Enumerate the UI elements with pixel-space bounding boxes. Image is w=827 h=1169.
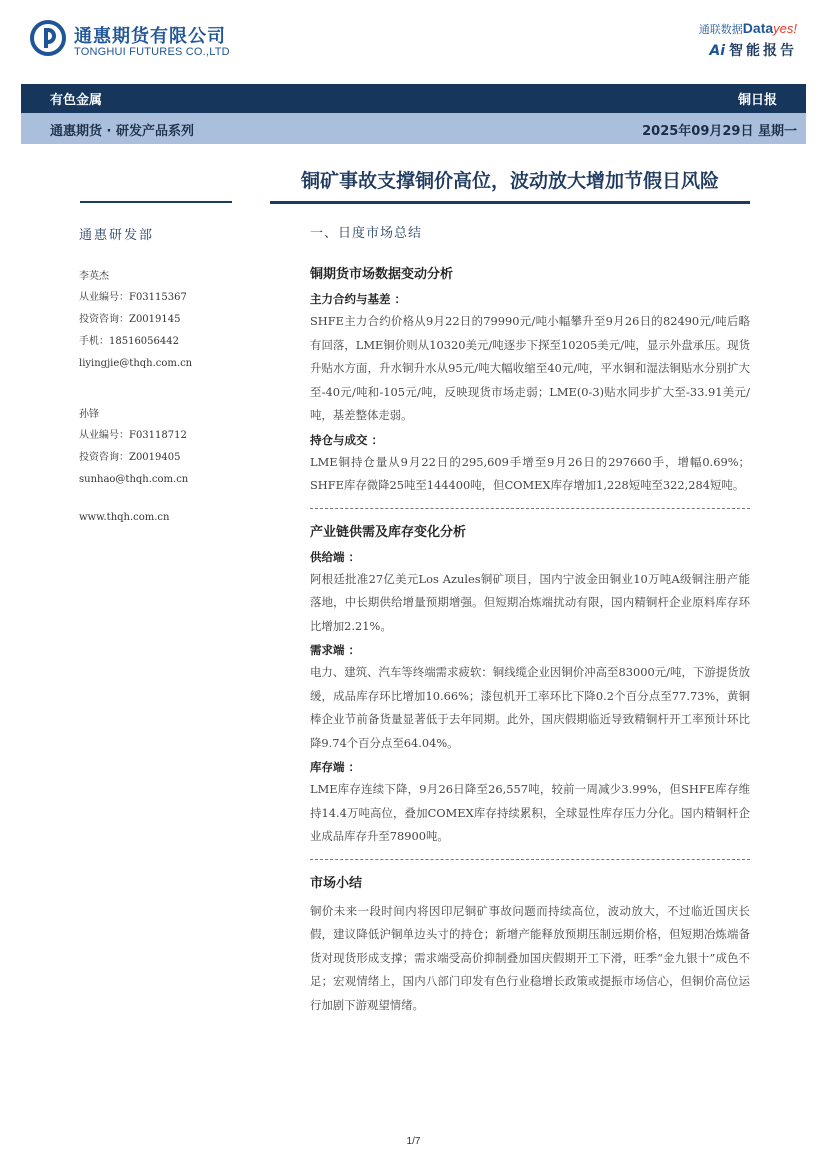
report-date: 2025年09月29日 星期一 — [642, 124, 797, 139]
paragraph: LME库存连续下降，9月26日降至26,557吨，较前一周减少3.99%，但SHFE库存维持14.4万吨高位，叠加COMEX库存持续累积，全球显性库存压力分化。国内精铜杆企业成品库存升至78900吨。 — [310, 782, 750, 843]
subsection-title: 产业链供需及库存变化分析 — [310, 524, 467, 540]
section-heading: 一、日度市场总结 — [310, 226, 423, 241]
analyst-email[interactable]: liyingjie@thqh.com.cn — [79, 358, 193, 369]
ai-report-label: 智能报告 — [729, 43, 797, 59]
ai-report-mark — [709, 40, 797, 60]
partner-data-text: Data — [742, 20, 774, 36]
topic-label: 库存端 ： — [310, 760, 361, 774]
category-band — [21, 84, 806, 113]
subsection-title: 铜期货市场数据变动分析 — [310, 267, 454, 282]
analyst-sidebar — [79, 224, 249, 529]
sidebar-rule — [80, 201, 232, 203]
company-logo-icon — [30, 20, 66, 56]
section-divider — [310, 508, 750, 509]
paragraph: 阿根廷批准27亿美元Los Azules铜矿项目，国内宁波金田铜业10万吨A级铜注册产能落地，中长期供给增量预期增强。但短期冶炼端扰动有限，国内精铜杆企业原料库存环比增加2.21%。 — [310, 571, 750, 633]
paragraph: SHFE主力合约价格从9月22日的79990元/吨小幅攀升至9月26日的82490元/吨后略有回落，LME铜价则从10320美元/吨逐步下探至10205美元/吨，显示外盘承压。现货升贴水方面，升水铜升水从95元/吨大幅收缩至40元/吨，平水铜和湿法铜贴水分别扩大至-40元/吨和-105元/吨，反映现货市场走弱；LME(0-3)贴水同步扩大至-33.91美元/吨，基差整体走弱。 — [310, 314, 750, 422]
company-name-en: TONGHUI FUTURES CO.,LTD — [74, 46, 230, 58]
analyst-name: 李英杰 — [79, 271, 109, 282]
title-rule — [270, 201, 750, 204]
analyst-phone: 手机：18516056442 — [79, 336, 179, 347]
series-label: 通惠期货 · 研发产品系列 — [50, 124, 194, 139]
paragraph: LME铜持仓量从9月22日的295,609手增至9月26日的297660手，增幅0.69%；SHFE库存微降25吨至144400吨，但COMEX库存增加1,228短吨至322,284短吨。 — [310, 454, 750, 492]
topic-label: 持仓与成交 ： — [310, 432, 384, 447]
analyst-name: 孙锋 — [79, 409, 99, 420]
paragraph: 铜价未来一段时间内将因印尼铜矿事故问题而持续高位，波动放大，不过临近国庆长假，建议降低沪铜单边头寸的持仓；新增产能释放预期压制远期价格，但短期冶炼端备货对现货形成支撑；需求端受高价抑制叠加国庆假期开工下滑，旺季“金九银十”成色不足；宏观情绪上，国内八部门印发有色行业稳增长政策或提振市场信心，但铜价高位运行加剧下游观望情绪。 — [310, 903, 750, 1012]
report-body — [310, 222, 750, 1021]
category-label: 有色金属 — [50, 93, 103, 108]
topic-label: 需求端 ： — [310, 643, 361, 657]
analyst-email[interactable]: sunhao@thqh.com.cn — [79, 474, 189, 485]
analyst-license: 从业编号：F03118712 — [79, 430, 187, 441]
analyst-consult-id: 投资咨询：Z0019405 — [79, 452, 181, 463]
company-name-cn: 通惠期货有限公司 — [74, 26, 226, 47]
topic-label: 主力合约与基差 ： — [310, 292, 407, 306]
department-name: 通惠研发部 — [79, 228, 155, 243]
analyst-consult-id: 投资咨询：Z0019145 — [79, 314, 181, 325]
ai-logo-icon: Ai — [709, 43, 725, 59]
report-type-label: 铜日报 — [737, 93, 777, 108]
partner-logo — [699, 20, 797, 37]
partner-name-cn: 通联数据 — [698, 23, 743, 36]
paragraph: 电力、建筑、汽车等终端需求疲软：铜线缆企业因铜价冲高至83000元/吨，下游提货放缓，成品库存环比增加10.66%；漆包机开工率环比下降0.2个百分点至77.73%，黄铜棒企业节前备货量显著低于去年同期。此外，国庆假期临近导致精铜杆开工率预计环比降9.74个百分点至64.04%。 — [310, 665, 750, 750]
subsection-title: 市场小结 — [310, 875, 363, 891]
topic-label: 供给端 ： — [310, 549, 361, 564]
section-divider — [310, 859, 750, 860]
report-title: 铜矿事故支撑铜价高位，波动放大增加节假日风险 — [300, 170, 719, 192]
page-number: 1/7 — [406, 1136, 421, 1147]
website-link[interactable]: www.thqh.com.cn — [79, 512, 170, 523]
partner-yes-text: yes! — [773, 21, 797, 36]
analyst-license: 从业编号：F03115367 — [79, 292, 187, 303]
